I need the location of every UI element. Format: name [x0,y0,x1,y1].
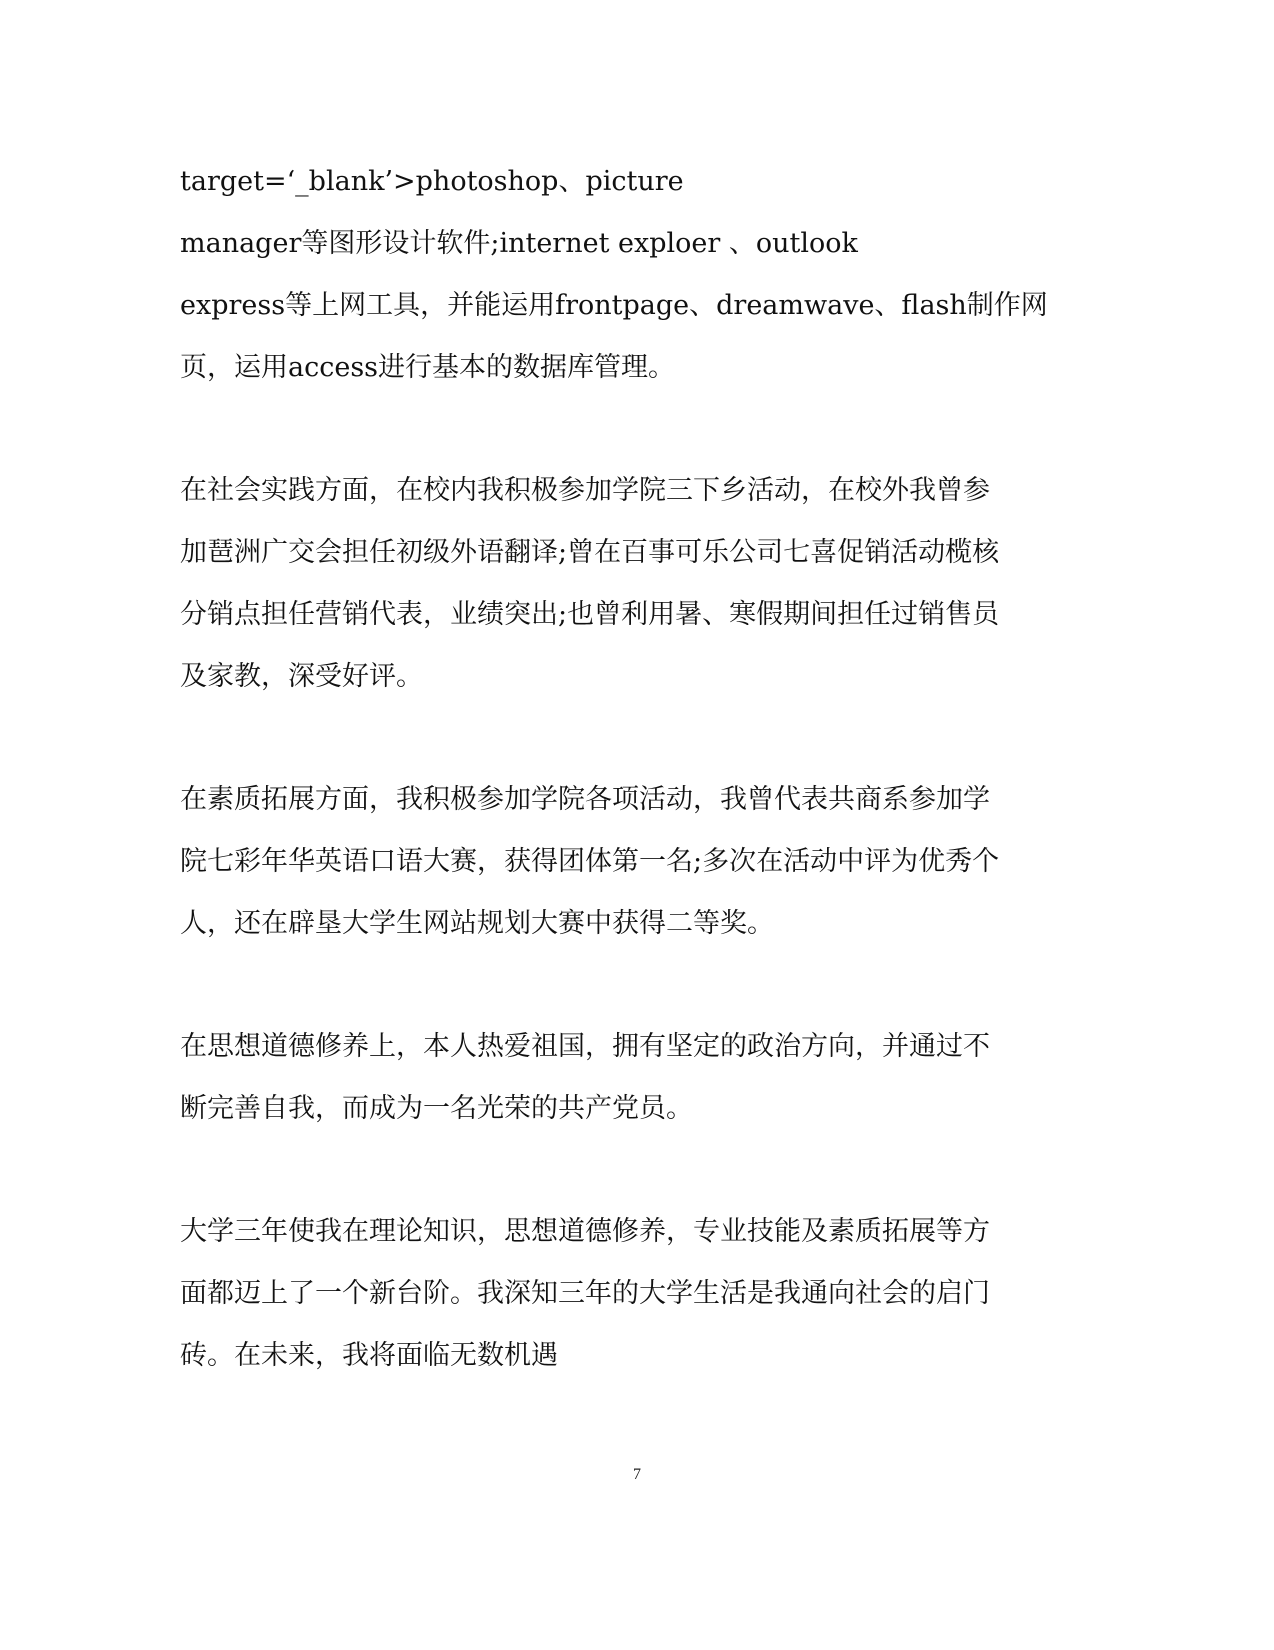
text-line: 大学三年使我在理论知识，思想道德修养，专业技能及素质拓展等方 [180,1216,990,1247]
text-line: 断完善自我，而成为一名光荣的共产党员。 [180,1093,693,1124]
page-number: 7 [633,1466,641,1483]
text-line: target=‘_blank’>photoshop、picture [180,166,684,197]
text-line: express等上网工具，并能运用frontpage、dreamwave、flash制作网 [180,290,1048,321]
text-line: 在社会实践方面，在校内我积极参加学院三下乡活动，在校外我曾参 [180,475,990,506]
text-line: 面都迈上了一个新台阶。我深知三年的大学生活是我通向社会的启门 [180,1278,990,1309]
text-line: 人，还在辟垦大学生网站规划大赛中获得二等奖。 [180,908,774,939]
text-line: 及家教，深受好评。 [180,661,423,692]
text-line: 在素质拓展方面，我积极参加学院各项活动，我曾代表共商系参加学 [180,784,990,815]
text-line: 院七彩年华英语口语大赛，获得团体第一名;多次在活动中评为优秀个 [180,846,1000,877]
text-line: manager等图形设计软件;internet exploer 、outlook [180,228,858,259]
text-line: 在思想道德修养上，本人热爱祖国，拥有坚定的政治方向，并通过不 [180,1031,990,1062]
text-line: 砖。在未来，我将面临无数机遇 [180,1340,558,1371]
text-line: 分销点担任营销代表，业绩突出;也曾利用暑、寒假期间担任过销售员 [180,599,1000,630]
text-line: 页，运用access进行基本的数据库管理。 [180,352,676,383]
text-line: 加琶洲广交会担任初级外语翻译;曾在百事可乐公司七喜促销活动榄核 [180,537,1000,568]
